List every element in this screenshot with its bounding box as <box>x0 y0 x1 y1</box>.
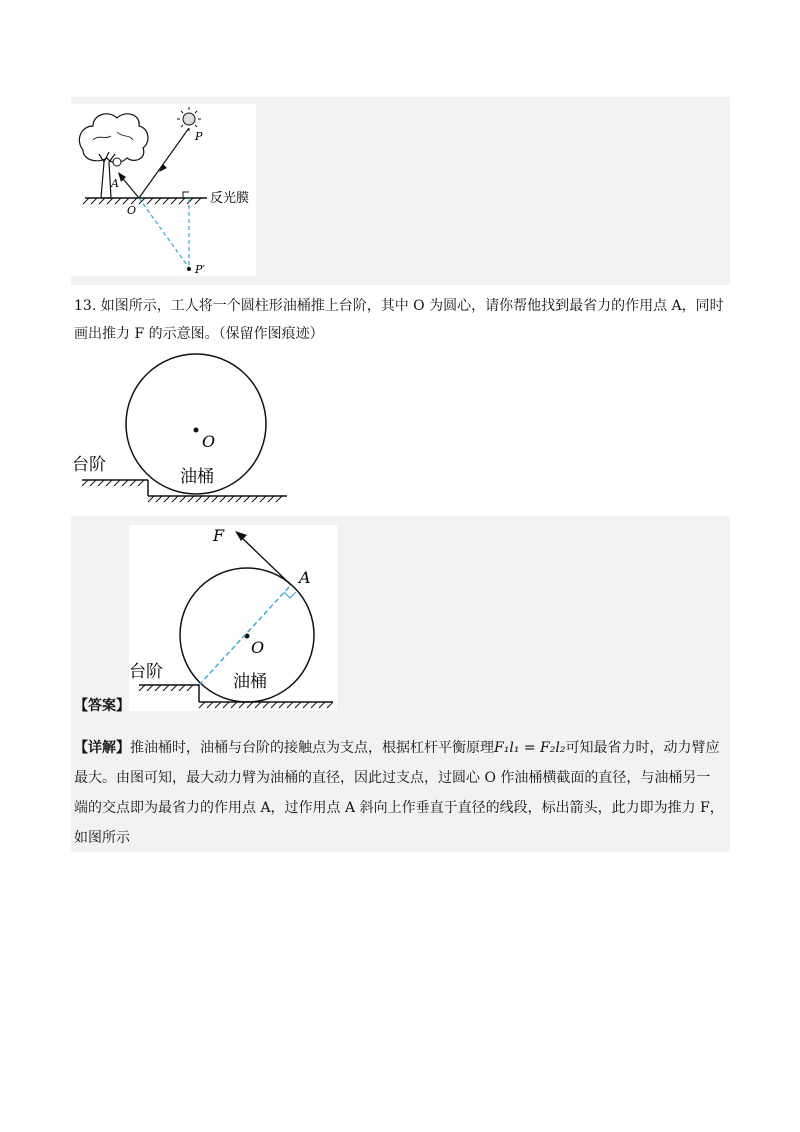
drum-label: 油桶 <box>180 467 214 487</box>
step-label: 台阶 <box>72 455 106 475</box>
detail-tag: 【详解】 <box>74 740 130 756</box>
question-diagram <box>72 350 294 510</box>
question-diagram-svg <box>72 350 294 510</box>
label-a: A <box>299 568 311 587</box>
step-label: 台阶 <box>129 662 163 682</box>
drum-label: 油桶 <box>233 672 267 692</box>
detail-part1: 推油桶时，油桶与台阶的接触点为支点，根据杠杆平衡原理 <box>130 740 494 756</box>
center-label: O <box>251 638 265 657</box>
label-reflective-film: 反光膜 <box>210 191 250 206</box>
question-13 <box>74 292 724 348</box>
answer-label: 【答案】 <box>74 698 130 714</box>
detail-part2: 可知最省力时，动力臂应最大。由图可知，最大动力臂为油桶的直径，因此过支点，过圆心 O 作油桶横截面的直径，与油桶另一端的交点即为最省力的作用点 A，过作用点 A 斜向上作垂直于直径的线段，标出箭头，此力即为推力 F，如图所示 <box>74 740 724 846</box>
label-p: P <box>195 130 203 143</box>
answer-diagram-svg <box>129 525 337 711</box>
label-o: O <box>127 204 137 217</box>
label-a: A <box>111 177 119 190</box>
label-p-prime: P′ <box>195 263 205 276</box>
lever-formula: F₁l₁ = F₂l₂ <box>494 740 566 756</box>
reflection-diagram <box>71 104 256 276</box>
question-number: 13. <box>74 298 97 314</box>
center-label: O <box>202 432 216 451</box>
reflection-diagram-svg <box>71 104 256 276</box>
question-text: 如图所示，工人将一个圆柱形油桶推上台阶，其中 O 为圆心，请你帮他找到最省力的作用点 A，同时画出推力 F 的示意图。（保留作图痕迹） <box>74 298 724 342</box>
answer-diagram <box>129 525 337 711</box>
label-f: F <box>213 526 225 545</box>
detail-explanation <box>74 733 724 853</box>
